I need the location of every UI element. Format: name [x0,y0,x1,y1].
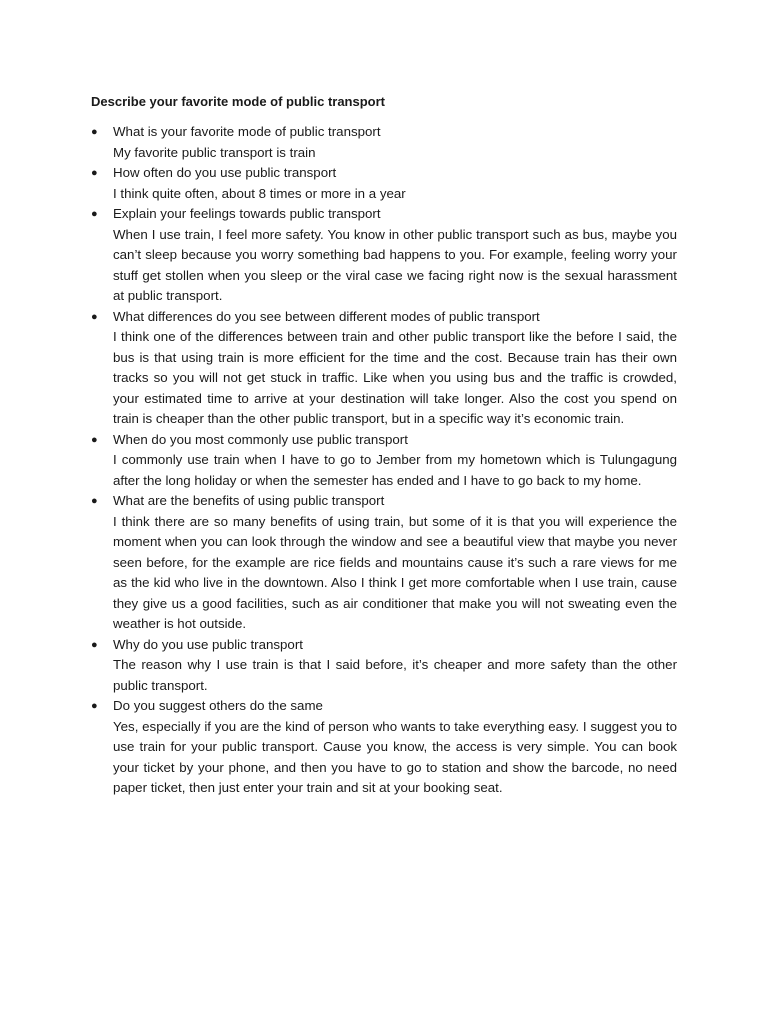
list-item [91,307,677,430]
list-item [91,163,677,204]
bullet-icon: ● [91,700,98,712]
answer-text: The reason why I use train is that I said before, it’s cheaper and more safety than the other public transport. [113,657,677,693]
question-text: How often do you use public transport [113,165,337,180]
question-text: What differences do you see between different modes of public transport [113,308,540,324]
answer-text: I think one of the differences between train and other public transport like the before I said, the bus is that using train is more efficient for the time and the cost. Because train has their own tracks so you will not get stuck in traffic. Like when you using bus and the traffic is crowded, your estimated time to arrive at your destination will take longer. Also the cost you spend on train is cheaper than the other public transport, but in a specific way it’s economic train. [113,329,677,426]
bullet-icon: ● [91,495,98,507]
bullet-icon: ● [91,310,98,323]
question-text: Do you suggest others do the same [113,698,323,713]
question-text: Explain your feelings towards public transport [113,206,381,221]
document-title: Describe your favorite mode of public transport [91,94,385,109]
answer-text: My favorite public transport is train [113,144,316,160]
answer-text: I think there are so many benefits of using train, but some of it is that you will experience the moment when you can look through the window and see a beautiful view that maybe you never seen before, for the example are rice fields and mountains cause it’s such a rare views for me as the kid who live in the downtown. Also I think I get more comfortable when I use train, cause they give us a good facilities, such as air conditioner that make you will not sweating even the weather is hot outside. [113,513,677,631]
answer-text: I think quite often, about 8 times or more in a year [113,185,406,201]
bullet-icon: ● [91,126,98,138]
list-item [91,430,677,492]
bullet-icon: ● [91,638,98,651]
question-text: What is your favorite mode of public transport [113,124,381,139]
document-page [91,92,677,799]
list-item [91,204,677,307]
list-item [91,696,677,799]
list-item [91,122,677,163]
list-item [91,635,677,697]
bullet-icon: ● [91,208,98,220]
answer-text: I commonly use train when I have to go to Jember from my hometown which is Tulungagung after the long holiday or when the semester has ended and I have to go back to my home. [113,452,677,488]
question-text: When do you most commonly use public transport [113,431,408,447]
bullet-icon: ● [91,167,98,179]
answer-text: Yes, especially if you are the kind of person who wants to take everything easy. I suggest you to use train for your public transport. Cause you know, the access is very simple. You can book your ticket by your phone, and then you have to go to station and show the barcode, no need paper ticket, then just enter your train and sit at your booking seat. [113,718,677,795]
question-text: Why do you use public transport [113,636,303,652]
list-item [91,491,677,635]
question-list [91,122,677,799]
answer-text: When I use train, I feel more safety. You know in other public transport such as bus, maybe you can’t sleep because you worry something bad happens to you. For example, feeling worry your stuff get stollen when you sleep or the viral case we facing right now is the sexual harassment at public transport. [113,226,677,303]
question-text: What are the benefits of using public transport [113,493,385,508]
bullet-icon: ● [91,433,98,446]
